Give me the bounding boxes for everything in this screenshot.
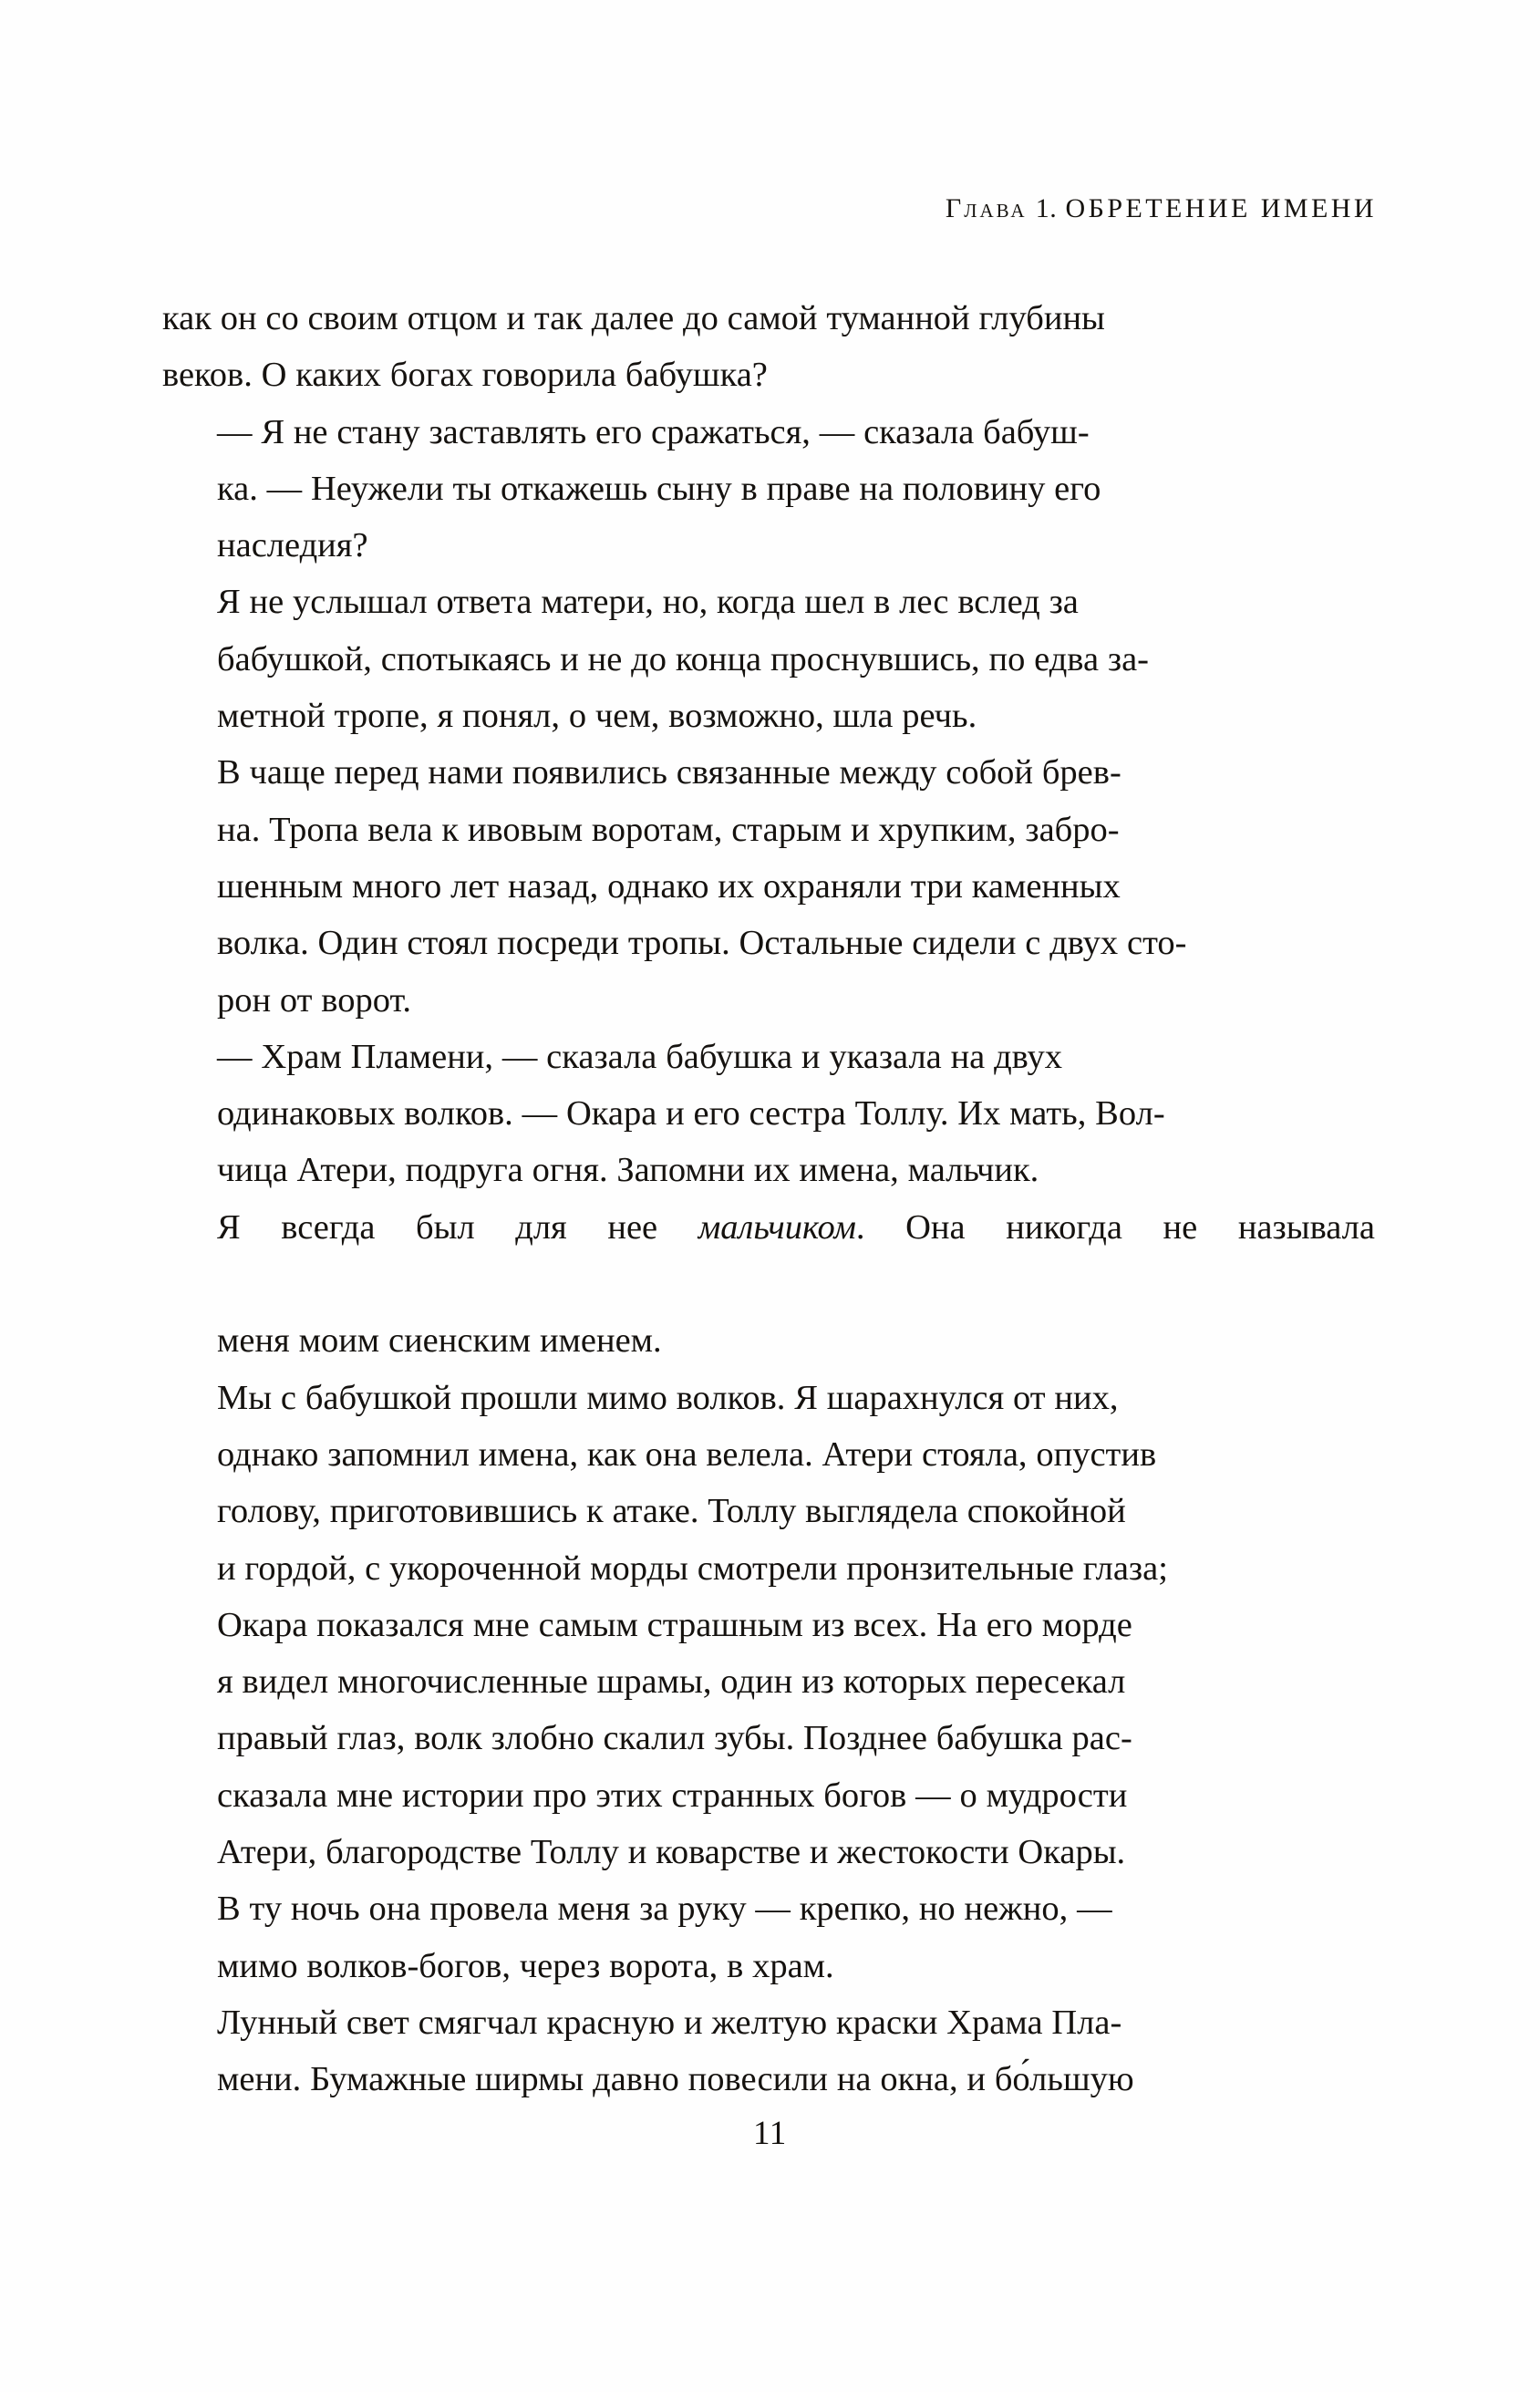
emphasized-word: мальчиком	[698, 1207, 856, 1247]
text-line: — Храм Пламени, — сказала бабушка и указала на двух	[217, 1037, 1063, 1076]
text-line: правый глаз, волк злобно скалил зубы. Позднее бабушка рас-	[217, 1719, 1132, 1758]
text-line: волка. Один стоял посреди тропы. Остальные сидели с двух сто-	[217, 924, 1187, 963]
header-chapter-title: ОБРЕТЕНИЕ ИМЕНИ	[1065, 193, 1377, 223]
paragraph-6	[162, 1199, 1375, 1370]
text-line: мени. Бумажные ширмы давно повесили на окна, и бо́льшую	[217, 2060, 1134, 2099]
header-chapter-word: Глава	[945, 193, 1028, 223]
text-line: и гордой, с укороченной морды смотрели пронзительные глаза;	[217, 1548, 1168, 1588]
running-header	[164, 193, 1377, 224]
text-line: — Я не стану заставлять его сражаться, — сказала бабуш-	[217, 412, 1090, 451]
text-line: метной тропе, я понял, о чем, возможно, шла речь.	[217, 697, 977, 736]
page-number: 11	[752, 2115, 788, 2152]
text-line: рон от ворот.	[217, 980, 412, 1020]
header-chapter-number: 1.	[1035, 193, 1058, 223]
text-line: шенным много лет назад, однако их охраняли три каменных	[217, 866, 1121, 906]
text-line: ка. — Неужели ты откажешь сыну в праве на половину его	[217, 469, 1101, 508]
text-line: мимо волков-богов, через ворота, в храм.	[217, 1946, 834, 1985]
text-line: сказала мне истории про этих странных богов — о мудрости	[217, 1776, 1128, 1815]
text-line: Окара показался мне самым страшным из всех. На его морде	[217, 1605, 1132, 1644]
text-line: чица Атери, подруга огня. Запомни их имена, мальчик.	[217, 1151, 1039, 1190]
text-line: В ту ночь она провела меня за руку — крепко, но нежно, —	[217, 1890, 1112, 1929]
text-line: Я не услышал ответа матери, но, когда шел в лес вслед за	[217, 583, 1079, 622]
text-line: Мы с бабушкой прошли мимо волков. Я шарахнулся от них,	[217, 1378, 1119, 1417]
text-line: как он со своим отцом и так далее до самой туманной глубины	[162, 299, 1105, 337]
text-line: одинаковых волков. — Окара и его сестра Толлу. Их мать, Вол-	[217, 1094, 1165, 1134]
body-text-block	[162, 290, 1375, 2108]
text-line: веков. О каких богах говорила бабушка?	[162, 356, 768, 395]
text-line: я видел многочисленные шрамы, один из которых пересекал	[217, 1662, 1126, 1702]
text-line: меня моим сиенским именем.	[217, 1321, 662, 1361]
paragraph-7	[162, 1370, 1375, 1994]
text-line: В чаще перед нами появились связанные между собой брев-	[217, 753, 1121, 792]
text-line: голову, приготовившись к атаке. Толлу выглядела спокойной	[217, 1492, 1126, 1531]
paragraph-2	[162, 404, 1375, 575]
text-line: Лунный свет смягчал красную и желтую краски Храма Пла-	[217, 2003, 1122, 2042]
text-segment: Я всегда был для нее	[217, 1207, 698, 1247]
paragraph-3	[162, 574, 1375, 744]
paragraph-8	[162, 1994, 1375, 2108]
text-line: однако запомнил имена, как она велела. Атери стояла, опустив	[217, 1434, 1157, 1474]
paragraph-1	[162, 290, 1375, 404]
text-line: наследия?	[217, 526, 368, 565]
text-line: на. Тропа вела к ивовым воротам, старым и хрупким, забро-	[217, 810, 1120, 849]
text-line: Атери, благородстве Толлу и коварстве и жестокости Окары.	[217, 1833, 1126, 1872]
text-segment: . Она никогда не называла	[855, 1207, 1375, 1247]
paragraph-4	[162, 744, 1375, 1028]
text-line: бабушкой, спотыкаясь и не до конца проснувшись, по едва за-	[217, 639, 1150, 678]
text-line-with-emphasis	[162, 1199, 1375, 1313]
paragraph-5	[162, 1029, 1375, 1199]
